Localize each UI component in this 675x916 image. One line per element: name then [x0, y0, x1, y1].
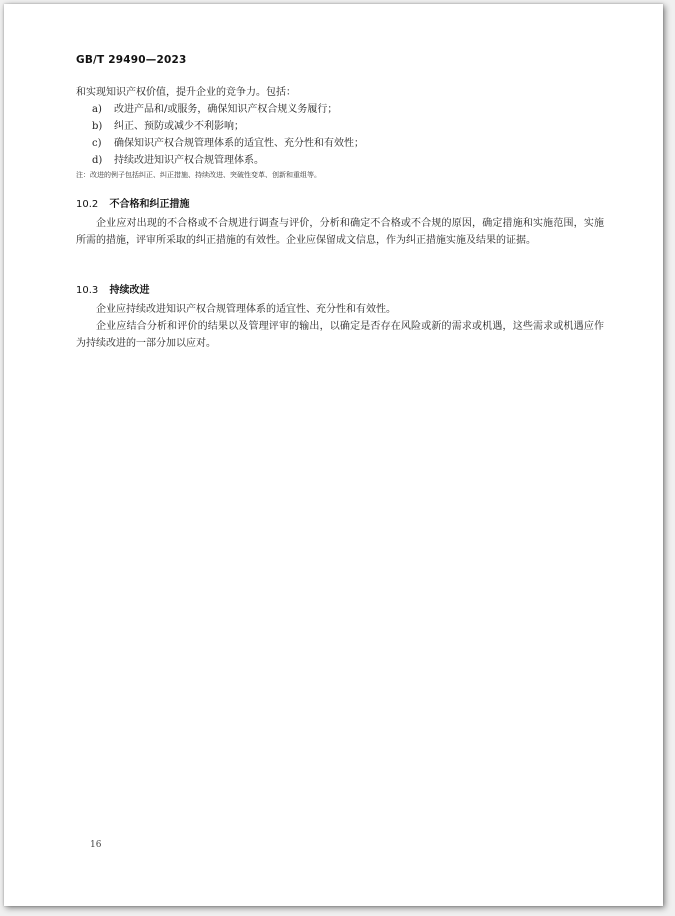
list-marker: a)	[92, 104, 102, 115]
list-item-text: 纠正、预防或减少不利影响；	[114, 121, 244, 132]
list-item-text: 持续改进知识产权合规管理体系。	[114, 155, 264, 166]
section-number: 10.3	[76, 285, 99, 296]
section-title: 持续改进	[109, 285, 150, 296]
intro-paragraph: 和实现知识产权价值，提升企业的竞争力。包括：	[76, 87, 296, 98]
list-marker: c)	[92, 138, 102, 149]
list-item-text: 改进产品和/或服务，确保知识产权合规义务履行；	[114, 104, 338, 115]
section-10-3-paragraph-1: 企业应持续改进知识产权合规管理体系的适宜性、充分性和有效性。	[96, 304, 396, 315]
list-item	[92, 118, 364, 135]
section-number: 10.2	[76, 199, 99, 210]
list-marker: b)	[92, 121, 103, 132]
section-title: 不合格和纠正措施	[109, 199, 190, 210]
standard-header: GB/T 29490—2023	[76, 54, 187, 66]
page-number: 16	[90, 840, 102, 850]
list-item	[92, 101, 364, 118]
note-text: 注：改进的例子包括纠正、纠正措施、持续改进、突破性变革、创新和重组等。	[76, 171, 321, 179]
section-heading-10-2	[76, 195, 189, 210]
document-page	[4, 4, 663, 906]
list-marker: d)	[92, 155, 103, 166]
list-item	[92, 152, 364, 169]
improvement-list	[92, 101, 364, 169]
list-item	[92, 135, 364, 152]
section-10-2-paragraph: 企业应对出现的不合格或不合规进行调查与评价，分析和确定不合格或不合规的原因，确定措施和实施范围，实施所需的措施，评审所采取的纠正措施的有效性。企业应保留成文信息，作为纠正措施实施及结果的证据。	[76, 218, 604, 246]
section-heading-10-3	[76, 281, 149, 296]
list-item-text: 确保知识产权合规管理体系的适宜性、充分性和有效性；	[114, 138, 364, 149]
section-10-3-paragraph-2: 企业应结合分析和评价的结果以及管理评审的输出，以确定是否存在风险或新的需求或机遇，这些需求或机遇应作为持续改进的一部分加以应对。	[76, 321, 604, 349]
